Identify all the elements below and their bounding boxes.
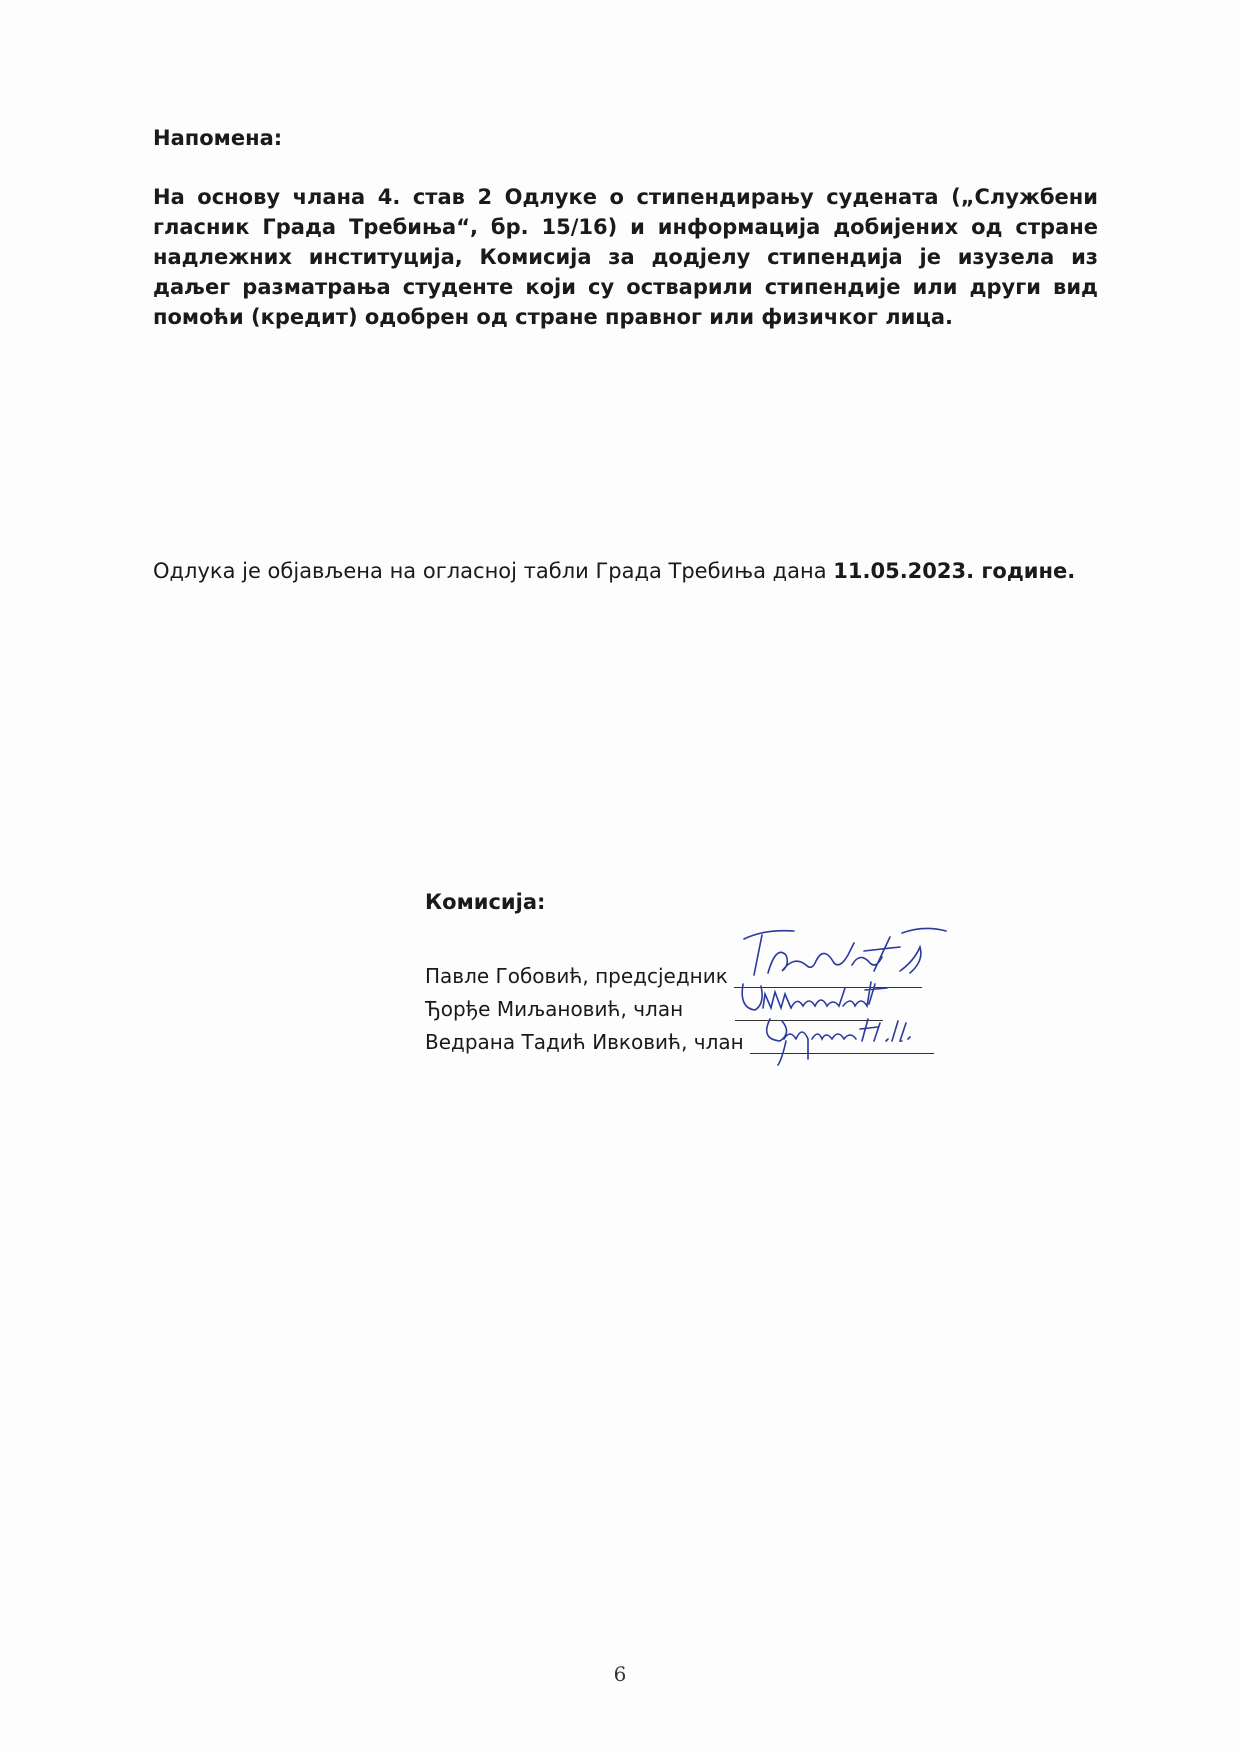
page-number: 6 <box>613 1662 627 1686</box>
member-row <box>425 1021 934 1054</box>
commission-members <box>425 955 934 1054</box>
note-heading: Напомена: <box>153 126 283 150</box>
commission-heading: Комисија: <box>425 890 546 914</box>
member-name: Павле Гобовић, предсједник <box>425 964 728 988</box>
publication-statement <box>153 556 1098 586</box>
note-body: На основу члана 4. став 2 Одлуке о стипендирању судената („Службени гласник Града Требиња“, бр. 15/16) и информација добијених од стране надлежних институција, Комисија за додјелу стипендија је изузела из даљег разматрања студенте који су остварили стипендије или други вид помоћи (кредит) одобрен од стране правног или физичког лица. <box>153 185 1098 329</box>
signature-image <box>756 1009 936 1069</box>
member-name: Ђорђе Миљановић, члан <box>425 997 684 1021</box>
publication-date: 11.05.2023. <box>833 559 975 583</box>
publication-text: Одлука је објављена на огласној табли Града Требиња дана <box>153 559 834 583</box>
member-name: Ведрана Тадић Ивковић, члан <box>425 1030 744 1054</box>
publication-text-end: године. <box>974 559 1076 583</box>
signature-line <box>750 1031 934 1054</box>
